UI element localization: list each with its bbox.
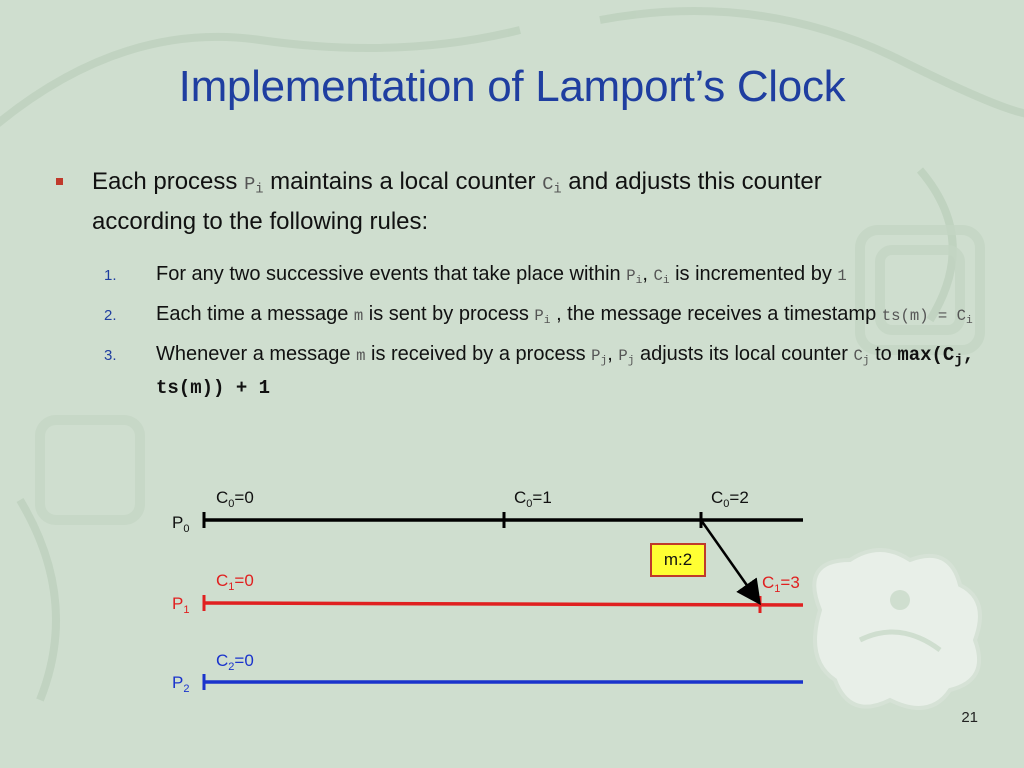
code-ci: Ci — [653, 267, 670, 287]
bullet-text-3: and adjusts this counter according to the following rules: — [92, 168, 822, 236]
rule-number: 1. — [104, 267, 117, 284]
rule-item-2: 2. Each time a message m is sent by process Pi , the message receives a timestamp ts(m) = Ci — [104, 301, 984, 335]
message-box: m:2 — [650, 543, 706, 577]
clock-label: $C_1=3$ — [762, 573, 800, 595]
rule-number: 3. — [104, 346, 117, 364]
rule-item-3: 3. Whenever a message m is received by a process Pj, Pj adjusts its local counter Cj to max(Cj, ts(m)) + 1 — [104, 342, 975, 400]
code-pi: Pi — [626, 267, 643, 287]
rule-item-1: 1. For any two successive events that take place within Pi, Ci is incremented by 1 — [104, 261, 984, 295]
code-m: m — [353, 306, 364, 325]
process-label-p2: $P_2$ — [172, 673, 190, 695]
rule-number: 2. — [104, 306, 117, 324]
code-counter-ci: Ci — [542, 173, 562, 198]
process-line-p1 — [204, 603, 803, 605]
bullet-text-1: Each process — [92, 168, 245, 195]
code-pj: Pj — [618, 346, 635, 367]
code-one: 1 — [837, 267, 847, 285]
code-pi: Pi — [534, 306, 551, 327]
code-pj: Pj — [591, 346, 608, 367]
slide-number: 21 — [961, 709, 978, 726]
process-label-p0: $P_0$ — [172, 513, 190, 535]
message-arrow — [701, 520, 758, 601]
code-cj: Cj — [853, 346, 870, 367]
code-timestamp: ts(m) = Ci — [881, 306, 973, 327]
process-label-p1: $P_1$ — [172, 594, 190, 616]
slide-title: Implementation of Lamport’s Clock — [178, 62, 846, 111]
code-m: m — [356, 346, 366, 365]
code-max-formula: max(Cj, ts(m)) + 1 — [156, 343, 975, 400]
clock-label: $C_2=0$ — [216, 651, 254, 673]
bullet-text-2: maintains a local counter — [263, 168, 543, 195]
clock-label: $C_1=0$ — [216, 571, 254, 593]
code-process-pi: Pi — [244, 173, 264, 198]
clock-label: $C_0=1$ — [514, 488, 552, 510]
clock-label: $C_0=2$ — [711, 488, 749, 510]
clock-label: $C_0=0$ — [216, 488, 254, 510]
